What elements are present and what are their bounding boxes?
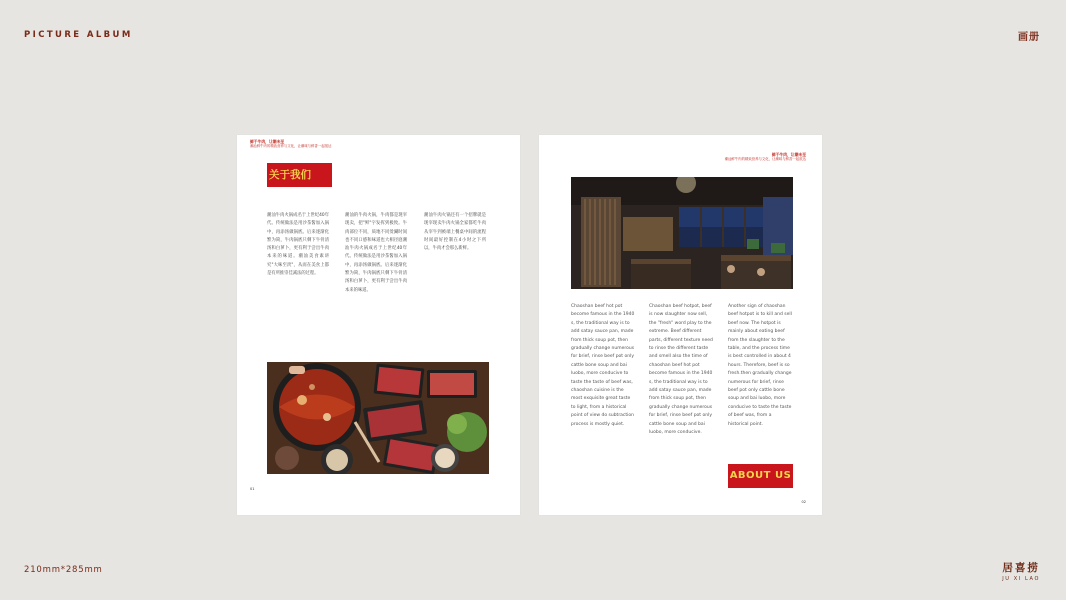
brand-logo — [1002, 560, 1040, 582]
about-us-title-en: ABOUT US — [728, 464, 793, 488]
page-size-label: 210mm*285mm — [24, 565, 103, 575]
en-text-column-1: Chaoshan beef hot pot become famous in the 1940 s, the traditional way is to add satay sauce pan, made from thick soup pot, then gradually change numerous for brief, rinse beef pot only cattle bone soup and bai luobo, more conducive to taste the taste of beef was, chaoshan cuisine is the most exquisite great taste to light, from a historical point of view do subtraction process is mostly quiet. — [571, 304, 635, 427]
page-number-right: 02 — [801, 500, 806, 504]
en-text-column-3: Another sign of chaoshan beef hotpot is to kill and sell beef now. The hotpot is mainly about eating beef from the slaughter to the table, and the process time is best controlled in about 4 hours. Therefore, beef is so fresh.then gradually change numerous for brief, rinse beef pot only cattle bone soup and bai luobo, more conducive to taste the taste of beef was, from a historical point. — [728, 304, 792, 427]
title-text: 关于我们 — [269, 169, 311, 181]
right-page — [539, 135, 822, 515]
right-header-line1: 鲜于牛肉，让潮未至 — [771, 152, 806, 157]
page-number-left: 01 — [250, 487, 255, 491]
about-us-title-cn — [267, 163, 332, 187]
left-header-line1: 鲜于牛肉，让潮未至 — [250, 139, 285, 144]
album-title: PICTURE ALBUM — [24, 30, 133, 40]
restaurant-interior-photo — [571, 177, 793, 289]
hotpot-illustration — [267, 362, 489, 474]
left-page-header — [250, 140, 331, 148]
right-page-header — [725, 153, 806, 161]
en-text-column-2: Chaoshan beef hotpot, beef is now slaughter now sell, the "fresh" word play to the extreme. Beef different parts, different texture need to rinse the different taste and smell also the time of chaoshan beef hot pot become famous in the 1940 s, the traditional way is to add satay sauce pan, made from thick soup pot, then gradually change numerous for brief, rinse beef pot only cattle bone soup and bai luobo, more conducive. — [649, 304, 713, 436]
restaurant-illustration — [571, 177, 793, 289]
brand-name-cn: 居喜捞 — [1002, 562, 1040, 574]
right-header-line2: 潮汕鲜牛肉的精致营养与文化，让潮味与鲜香一起抵达 — [724, 157, 806, 161]
cn-text-column-1: 潮汕牛肉火锅成名于上世纪40年代。传统做法是用沙茶酱加入锅中，再添汤做锅底。后来逐渐化繁为简，牛肉锅底只剩下牛骨清汤和白萝卜，更有利于尝出牛肉本来的味道。潮汕美食素讲究"大味至淡"，从而在美食上都是有所推崇佳减法的过程。 — [267, 213, 329, 277]
brand-name-en: JU XI LAO — [1002, 576, 1040, 582]
cn-text-column-3: 潮汕牛肉火锅还有一个招牌就是现宰现卖牛肉火锅全家都吃牛肉从宰牛到被端上餐桌中间的流程时间最好控制在4小时之下所以，牛肉才会那么新鲜。 — [424, 213, 486, 252]
album-title-cn: 画册 — [1018, 32, 1040, 43]
cn-text-column-2: 潮汕的牛肉火锅，牛肉都是现宰现卖，把"鲜"字发挥到极致。牛肉部位不同，质地不同烫涮时间也不同口感和味道也大相径庭潮汕牛肉火锅成名于上世纪40年代。传统做法是用沙茶酱加入锅中，再添汤做锅底。后来逐渐化繁为简，牛肉锅底只剩下牛骨清汤和白萝卜，更有利于尝出牛肉本来的味道。 — [345, 213, 407, 293]
left-page — [237, 135, 520, 515]
hotpot-food-photo — [267, 362, 489, 474]
left-header-line2: 潮汕鲜牛肉的精致营养与文化，让潮味与鲜香一起抵达 — [250, 144, 332, 148]
